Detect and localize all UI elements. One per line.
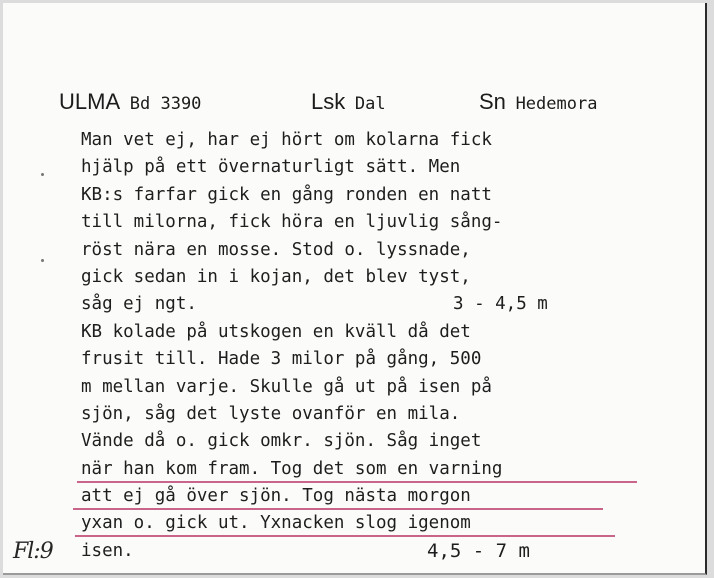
- archive-code: [59, 89, 201, 119]
- text-line: Vände då o. gick omkr. sjön. Såg inget: [81, 431, 482, 452]
- text-line: isen.: [81, 540, 134, 561]
- text-line: yxan o. gick ut. Yxnacken slog igenom: [81, 513, 471, 534]
- text-line: KB:s farfar gick en gång ronden en natt: [81, 184, 492, 205]
- parish-value: Hedemora: [515, 94, 598, 114]
- parish-label: Sn: [479, 89, 506, 114]
- text-line: sjön, såg det lyste ovanför en mila.: [81, 403, 461, 424]
- text-line: frusit till. Hade 3 milor på gång, 500: [81, 349, 482, 370]
- province-value: Dal: [354, 94, 386, 114]
- measure-note: 4,5 - 7 m: [427, 539, 530, 562]
- measure-note: 3 - 4,5 m: [453, 294, 548, 315]
- text-line: Man vet ej, har ej hört om kolarna fick: [81, 130, 492, 150]
- text-line-underlined: [81, 483, 681, 510]
- parish-field: [479, 89, 597, 119]
- text-line: m mellan varje. Skulle gå ut på isen på: [81, 376, 492, 397]
- margin-dot: [41, 173, 44, 176]
- text-line: att ej gå över sjön. Tog nästa morgon: [81, 486, 471, 507]
- text-line-underlined: [81, 510, 681, 537]
- text-line-with-measure: [81, 291, 681, 318]
- handwritten-note-text: Fl:9: [13, 539, 53, 564]
- text-line: till milorna, fick höra en ljuvlig sång-: [81, 212, 503, 233]
- handwritten-note: [13, 539, 53, 564]
- archive-card: [3, 3, 707, 575]
- margin-dot: [41, 259, 44, 262]
- text-line-underlined: [81, 456, 681, 483]
- text-line: KB kolade på utskogen en kväll då det: [81, 321, 471, 342]
- card-text: [81, 127, 681, 565]
- text-line: röst nära en mosse. Stod o. lyssnade,: [81, 239, 471, 260]
- text-line: hjälp på ett övernaturligt sätt. Men: [81, 157, 461, 178]
- text-line: såg ej ngt.: [81, 294, 197, 315]
- archive-number: Bd 3390: [129, 94, 202, 114]
- text-line-with-measure: [81, 538, 681, 565]
- archive-label: ULMA: [59, 89, 121, 114]
- text-line: när han kom fram. Tog det som en varning: [81, 458, 503, 479]
- province-label: Lsk: [311, 89, 346, 114]
- province-field: [311, 89, 386, 119]
- text-line: gick sedan in i kojan, det blev tyst,: [81, 266, 471, 287]
